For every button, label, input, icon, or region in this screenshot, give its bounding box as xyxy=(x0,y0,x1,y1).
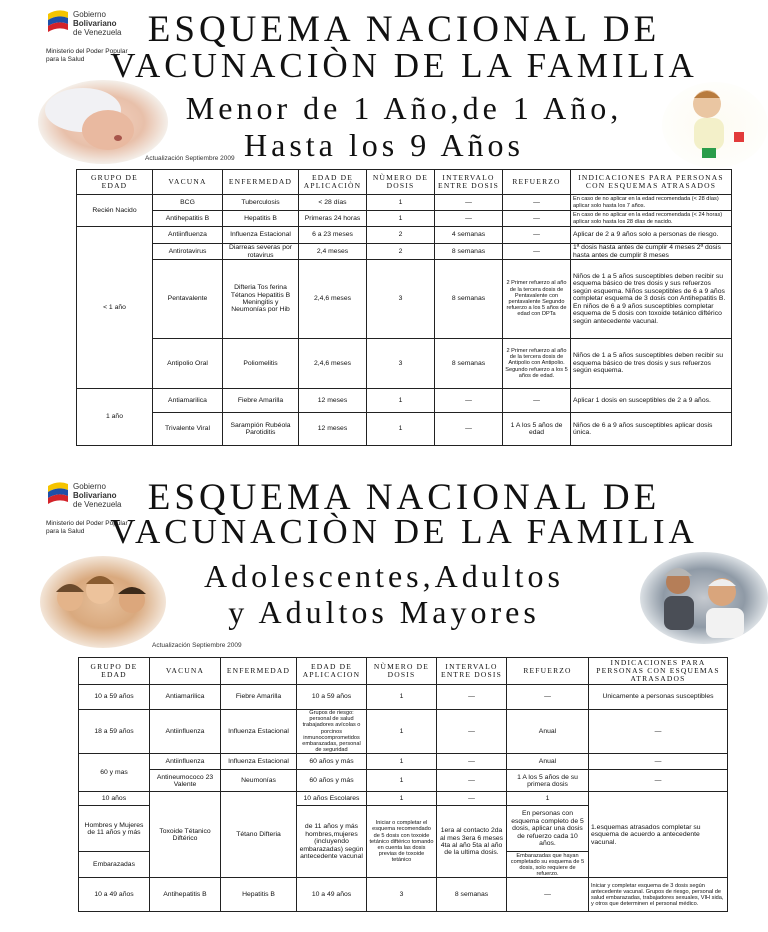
table-row xyxy=(77,195,732,211)
age-cell: 10 a 49 años xyxy=(297,878,367,912)
vaccine-cell: Pentavalente xyxy=(153,260,223,339)
disease-cell: Difteria Tos ferina Tétanos Hepatitis B Meningitis y Neumonías por Hib xyxy=(223,260,299,339)
logo-text: de Venezuela xyxy=(73,500,122,509)
interval-cell: — xyxy=(435,195,503,211)
disease-cell: Influenza Estacional xyxy=(223,227,299,244)
doses-cell: 1 xyxy=(367,685,437,710)
booster-cell: Anual xyxy=(507,754,589,770)
column-header: VACUNA xyxy=(153,170,223,195)
interval-cell: 8 semanas xyxy=(437,878,507,912)
booster-cell: 1 A los 5 años de su primera dosis xyxy=(507,770,589,792)
age-group-cell: 10 a 49 años xyxy=(79,878,150,912)
ministry-text: para la Salud xyxy=(46,528,85,535)
age-cell: de 11 años y más hombres,mujeres (incluyendo embarazadas) según antecedente vacunal xyxy=(297,806,367,878)
disease-cell: Tétano Difteria xyxy=(221,792,297,878)
booster-cell: Anual xyxy=(507,710,589,754)
doses-cell: 1 xyxy=(367,792,437,806)
interval-cell: — xyxy=(435,211,503,227)
column-header: ENFERMEDAD xyxy=(221,658,297,685)
vaccine-cell: Antirotavirus xyxy=(153,244,223,260)
age-group-cell: < 1 año xyxy=(77,227,153,389)
page-subtitle: Menor de 1 Año,de 1 Año, xyxy=(185,90,623,126)
table-row xyxy=(79,878,728,912)
column-header: REFUERZO xyxy=(507,658,589,685)
age-group-cell: 60 y mas xyxy=(79,754,150,792)
logo-text: de Venezuela xyxy=(73,28,122,37)
age-cell: 2,4,6 meses xyxy=(299,339,367,389)
doses-cell: 3 xyxy=(367,260,435,339)
update-note: Actualización Septiembre 2009 xyxy=(145,155,235,162)
indications-cell: — xyxy=(589,710,728,754)
vaccine-cell: Toxoide Tétanico Diftérico xyxy=(150,792,221,878)
interval-cell: — xyxy=(437,792,507,806)
age-cell: Primeras 24 horas xyxy=(299,211,367,227)
disease-cell: Fiebre Amarilla xyxy=(221,685,297,710)
booster-cell: — xyxy=(507,878,589,912)
vaccine-cell: Antipolio Oral xyxy=(153,339,223,389)
doses-cell: 1 xyxy=(367,211,435,227)
doses-cell: 1 xyxy=(367,710,437,754)
booster-cell: 2 Primer refuerzo al año de la tercera dosis de Pentavalente con pentavalente Segundo refuerzo a los 5 años de edad con DPTa xyxy=(503,260,571,339)
baby-photo xyxy=(38,80,168,164)
table-row xyxy=(77,339,732,389)
booster-cell: — xyxy=(503,389,571,413)
bottom-section xyxy=(0,470,768,932)
age-cell: 10 a 59 años xyxy=(297,685,367,710)
table-row xyxy=(79,685,728,710)
age-group-cell: Recién Nacido xyxy=(77,195,153,227)
table-header-row xyxy=(79,658,728,685)
vaccine-cell: Antiinfluenza xyxy=(153,227,223,244)
table-row xyxy=(79,754,728,770)
indications-cell: En caso de no aplicar en la edad recomendada (< 24 horas) aplicar solo hasta los 28 días de nacido. xyxy=(571,211,732,227)
booster-cell: — xyxy=(503,195,571,211)
table-row xyxy=(77,244,732,260)
doses-cell: 3 xyxy=(367,878,437,912)
vaccine-cell: Antihepatitis B xyxy=(150,878,221,912)
vaccine-cell: Antiamarilica xyxy=(150,685,221,710)
disease-cell: Diarreas severas por rotavirus xyxy=(223,244,299,260)
vaccine-cell: Antineumococo 23 Valente xyxy=(150,770,221,792)
disease-cell: Hepatitis B xyxy=(223,211,299,227)
toddler-photo xyxy=(662,82,768,168)
disease-cell: Tuberculosis xyxy=(223,195,299,211)
vaccine-cell: Antiinfluenza xyxy=(150,710,221,754)
indications-cell: Unicamente a personas susceptibles xyxy=(589,685,728,710)
age-group-cell: 1 año xyxy=(77,389,153,446)
booster-cell: En personas con esquema completo de 5 dosis, aplicar una dosis de refuerzo cada 10 años. xyxy=(507,806,589,852)
doses-cell: 1 xyxy=(367,770,437,792)
indications-cell: — xyxy=(589,770,728,792)
indications-cell: Iniciar y completar esquema de 3 dosis según antecedente vacunal. Grupos de riesgo, personal de salud embarazadas, trabajadores sexuales, VIH sida, y otros que determinen el personal médico. xyxy=(589,878,728,912)
indications-cell: 1.esquemas atrasados completar su esquema de acuerdo a antecedente vacunal. xyxy=(589,792,728,878)
interval-cell: — xyxy=(435,413,503,446)
vaccine-cell: Antiamarilica xyxy=(153,389,223,413)
booster-cell: 2 Primer refuerzo al año de la tercera dosis de Antipolio con Antipolio. Segundo refuerzo a los 5 años de edad. xyxy=(503,339,571,389)
age-cell: 2,4,6 meses xyxy=(299,260,367,339)
table-row xyxy=(79,792,728,806)
age-group-cell: 18 a 59 años xyxy=(79,710,150,754)
family-photo xyxy=(40,556,166,648)
ministry-text: Ministerio del Poder Popular xyxy=(46,48,128,55)
disease-cell: Influenza Estacional xyxy=(221,754,297,770)
table-row xyxy=(79,770,728,792)
disease-cell: Neumonías xyxy=(221,770,297,792)
booster-cell: — xyxy=(507,685,589,710)
indications-cell: En caso de no aplicar en la edad recomendada (< 28 días) aplicar solo hasta los 7 años. xyxy=(571,195,732,211)
doses-cell: 1 xyxy=(367,413,435,446)
age-cell: 12 meses xyxy=(299,389,367,413)
vaccine-cell: BCG xyxy=(153,195,223,211)
table-row xyxy=(77,227,732,244)
indications-cell: Aplicar 1 dosis en susceptibles de 2 a 9 años. xyxy=(571,389,732,413)
indications-cell: Niños de 6 a 9 años susceptibles aplicar dosis única. xyxy=(571,413,732,446)
column-header: EDAD DE APLICACIÒN xyxy=(299,170,367,195)
age-group-cell: Hombres y Mujeres de 11 años y más xyxy=(79,806,150,852)
disease-cell: Sarampión Rubéola Parotiditis xyxy=(223,413,299,446)
logo-text: Bolivariano xyxy=(73,491,117,500)
vaccination-table-children xyxy=(76,169,732,446)
table-row xyxy=(79,710,728,754)
disease-cell: Fiebre Amarilla xyxy=(223,389,299,413)
logo-text: Gobierno xyxy=(73,482,106,491)
age-group-cell: 10 a 59 años xyxy=(79,685,150,710)
page-title: ESQUEMA NACIONAL DE xyxy=(147,9,661,50)
column-header: GRUPO DE EDAD xyxy=(77,170,153,195)
column-header: VACUNA xyxy=(150,658,221,685)
interval-cell: — xyxy=(437,770,507,792)
booster-cell: — xyxy=(503,211,571,227)
table-row xyxy=(77,413,732,446)
column-header: INDICACIONES PARA PERSONAS CON ESQUEMAS ATRASADOS xyxy=(589,658,728,685)
booster-cell: 1 A los 5 años de edad xyxy=(503,413,571,446)
age-cell: 12 meses xyxy=(299,413,367,446)
age-cell: < 28 días xyxy=(299,195,367,211)
page-title: VACUNACIÒN DE LA FAMILIA xyxy=(110,46,698,85)
doses-cell: 1 xyxy=(367,754,437,770)
vaccine-cell: Antihepatitis B xyxy=(153,211,223,227)
interval-cell: 4 semanas xyxy=(435,227,503,244)
table-header-row xyxy=(77,170,732,195)
indications-cell: 1ª dosis hasta antes de cumplir 4 meses 2ª dosis hasta antes de cumplir 8 meses xyxy=(571,244,732,260)
interval-cell: 8 semanas xyxy=(435,244,503,260)
column-header: NÙMERO DE DOSIS xyxy=(367,658,437,685)
booster-cell: — xyxy=(503,227,571,244)
page-subtitle: Adolescentes,Adultos xyxy=(204,558,564,594)
logo-text: Gobierno xyxy=(73,10,106,19)
column-header: REFUERZO xyxy=(503,170,571,195)
interval-cell: 8 semanas xyxy=(435,339,503,389)
indications-cell: — xyxy=(589,754,728,770)
age-cell: 6 a 23 meses xyxy=(299,227,367,244)
doses-cell: Iniciar o completar el esquema recomendado de 5 dosis con toxoide tetánico diftérico tomando en cuenta las dosis previas de toxoide tetánico xyxy=(367,806,437,878)
disease-cell: Influenza Estacional xyxy=(221,710,297,754)
table-row xyxy=(77,211,732,227)
column-header: INTERVALO ENTRE DOSIS xyxy=(437,658,507,685)
column-header: INTERVALO ENTRE DOSIS xyxy=(435,170,503,195)
ministry-text: para la Salud xyxy=(46,56,85,63)
booster-cell: 1 xyxy=(507,792,589,806)
age-cell: 60 años y más xyxy=(297,770,367,792)
indications-cell: Aplicar de 2 a 9 años solo a personas de riesgo. xyxy=(571,227,732,244)
table-row xyxy=(77,260,732,339)
vaccination-table-adults xyxy=(78,657,728,912)
age-cell: 10 años Escolares xyxy=(297,792,367,806)
vaccine-cell: Trivalente Viral xyxy=(153,413,223,446)
ministry-text: Ministerio del Poder Popular xyxy=(46,520,128,527)
table-row xyxy=(77,389,732,413)
indications-cell: Niños de 1 a 5 años susceptibles deben recibir su esquema básico de tres dosis y sus refuerzos según esquema. xyxy=(571,339,732,389)
doses-cell: 1 xyxy=(367,389,435,413)
disease-cell: Poliomelitis xyxy=(223,339,299,389)
page-title: ESQUEMA NACIONAL DE xyxy=(147,477,661,518)
column-header: INDICACIONES PARA PERSONAS CON ESQUEMAS ATRASADOS xyxy=(571,170,732,195)
booster-cell: Embarazadas que hayan completado su esquema de 5 dosis, solo requiere de refuerzo. xyxy=(507,852,589,878)
doses-cell: 1 xyxy=(367,195,435,211)
age-group-cell: 10 años xyxy=(79,792,150,806)
column-header: EDAD DE APLICACION xyxy=(297,658,367,685)
interval-cell: — xyxy=(435,389,503,413)
vaccine-cell: Antiinfluenza xyxy=(150,754,221,770)
column-header: GRUPO DE EDAD xyxy=(79,658,150,685)
age-cell: Grupos de riesgo: personal de salud trabajadores avícolas o porcinos inmunocomprometidos embarazadas, personal de seguridad xyxy=(297,710,367,754)
interval-cell: — xyxy=(437,754,507,770)
interval-cell: — xyxy=(437,710,507,754)
doses-cell: 3 xyxy=(367,339,435,389)
age-group-cell: Embarazadas xyxy=(79,852,150,878)
interval-cell: 8 semanas xyxy=(435,260,503,339)
disease-cell: Hepatitis B xyxy=(221,878,297,912)
column-header: NÙMERO DE DOSIS xyxy=(367,170,435,195)
age-cell: 60 años y más xyxy=(297,754,367,770)
page-subtitle: y Adultos Mayores xyxy=(228,594,540,630)
interval-cell: — xyxy=(437,685,507,710)
top-section xyxy=(0,0,768,460)
page-subtitle: Hasta los 9 Años xyxy=(244,127,524,163)
elderly-photo xyxy=(640,552,768,644)
indications-cell: Niños de 1 a 5 años susceptibles deben recibir su esquema básico de tres dosis y sus refuerzos según esquema. Niños susceptibles de 6 a 9 años completar esquema de 3 dosis con Antihepatitis B. En niños de 6 a 9 años susceptibles completar esquema de 5 dosis con toxoide tetánico diftérico según antecedente vacunal. xyxy=(571,260,732,339)
doses-cell: 2 xyxy=(367,244,435,260)
doses-cell: 2 xyxy=(367,227,435,244)
booster-cell: — xyxy=(503,244,571,260)
interval-cell: 1era al contacto 2da al mes 3era 6 meses 4ta al año 5ta al año de la ultima dosis. xyxy=(437,806,507,878)
page-title: VACUNACIÒN DE LA FAMILIA xyxy=(110,512,698,551)
age-cell: 2,4 meses xyxy=(299,244,367,260)
logo-text: Bolivariano xyxy=(73,19,117,28)
column-header: ENFERMEDAD xyxy=(223,170,299,195)
update-note: Actualización Septiembre 2009 xyxy=(152,642,242,649)
